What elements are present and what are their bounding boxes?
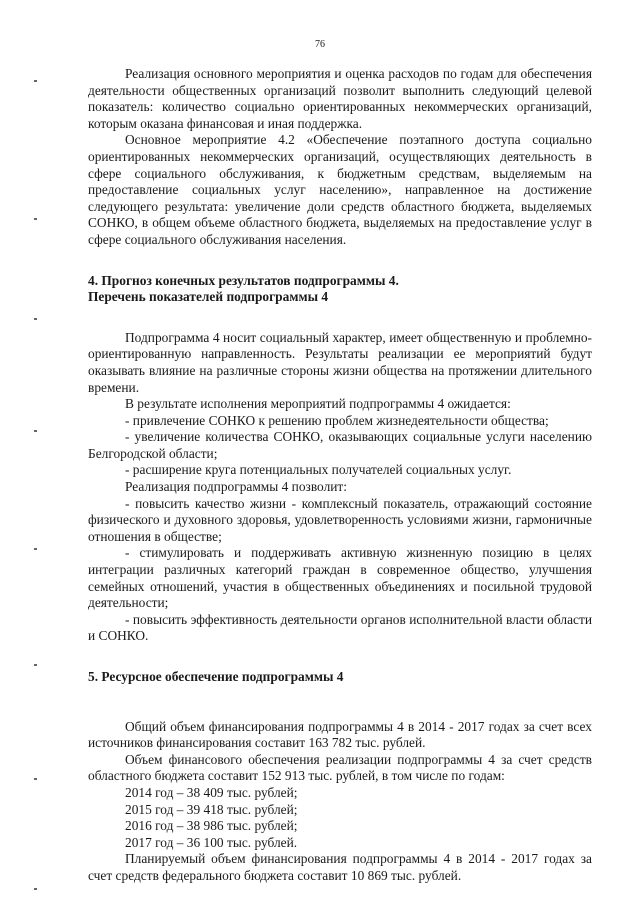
section-4-bullet-4: - повысить качество жизни - комплексный показатель, отражающий состояние физического и духовного здоровья, удовлетворенность условиями жизни, гармоничные отношения в обществе; <box>88 495 592 544</box>
section-5-title: 5. Ресурсное обеспечение подпрограммы 4 <box>88 669 344 684</box>
margin-mark <box>34 318 37 320</box>
section-4-paragraph-1: Подпрограмма 4 носит социальный характер, имеет общественную и проблемно-ориентированную направленность. Результаты реализации ее мероприятий будут оказывать влияние на различные стороны жизни общества на протяжении длительного времени. <box>88 329 592 395</box>
year-allocation-2015: 2015 год – 39 418 тыс. рублей; <box>125 801 298 817</box>
year-allocation-2017: 2017 год – 36 100 тыс. рублей. <box>125 834 298 850</box>
section-4-paragraph-2: В результате исполнения мероприятий подпрограммы 4 ожидается: <box>125 396 511 412</box>
section-4-title-line-2: Перечень показателей подпрограммы 4 <box>88 289 329 305</box>
intro-paragraph-2: Основное мероприятие 4.2 «Обеспечение поэтапного доступа социально ориентированных некоммерческих организаций, осуществляющих деятельность в сфере социального обслуживания, к бюджетным средствам, выделяемым на предоставление социальных услуг населению», направленное на достижение следующего результата: увеличение доли средств областного бюджета, выделяемых СОНКО, в общем объеме областного бюджета, выделяемых на предоставление услуг в сфере социального обслуживания населения. <box>88 132 592 247</box>
section-4-bullet-5: - стимулировать и поддерживать активную жизненную позицию в целях интеграции различных категорий граждан в современное общество, улучшения семейных отношений, участия в общественных объединениях и посильной трудовой деятельности; <box>88 545 592 611</box>
margin-mark <box>34 888 37 890</box>
section-5-paragraph-1: Общий объем финансирования подпрограммы 4 в 2014 - 2017 годах за счет всех источников финансирования составит 163 782 тыс. рублей. <box>88 718 592 751</box>
margin-mark <box>34 430 37 432</box>
document-body <box>88 66 592 885</box>
margin-mark <box>34 664 37 666</box>
page-number: 76 <box>315 39 325 50</box>
section-5-paragraph-2: Объем финансового обеспечения реализации подпрограммы 4 за счет средств областного бюджета составит 152 913 тыс. рублей, в том числе по годам: <box>88 751 592 784</box>
margin-mark <box>34 218 37 220</box>
section-4-bullet-3: - расширение круга потенциальных получателей социальных услуг. <box>125 462 512 478</box>
margin-mark <box>34 80 37 82</box>
section-4-paragraph-3: Реализация подпрограммы 4 позволит: <box>125 479 347 495</box>
section-4-title-line-1: 4. Прогноз конечных результатов подпрограммы 4. <box>88 272 399 288</box>
section-4-bullet-2: - увеличение количества СОНКО, оказывающих социальные услуги населению Белгородской области; <box>88 429 592 461</box>
section-4-bullet-6: - повысить эффективность деятельности органов исполнительной власти области и СОНКО. <box>88 611 592 644</box>
year-allocation-2016: 2016 год – 38 986 тыс. рублей; <box>125 818 298 834</box>
year-allocation-2014: 2014 год – 38 409 тыс. рублей; <box>125 784 298 800</box>
margin-mark <box>34 778 37 780</box>
section-5-paragraph-3: Планируемый объем финансирования подпрограммы 4 в 2014 - 2017 годах за счет средств федерального бюджета составит 10 869 тыс. рублей. <box>88 851 592 883</box>
section-4-bullet-1: - привлечение СОНКО к решению проблем жизнедеятельности общества; <box>125 412 549 428</box>
margin-mark <box>34 548 37 550</box>
intro-paragraph-1: Реализация основного мероприятия и оценка расходов по годам для обеспечения деятельности общественных организаций позволит выполнить следующий целевой показатель: количество социально ориентированных некоммерческих организаций, которым оказана финансовая и иная поддержка. <box>88 66 592 131</box>
